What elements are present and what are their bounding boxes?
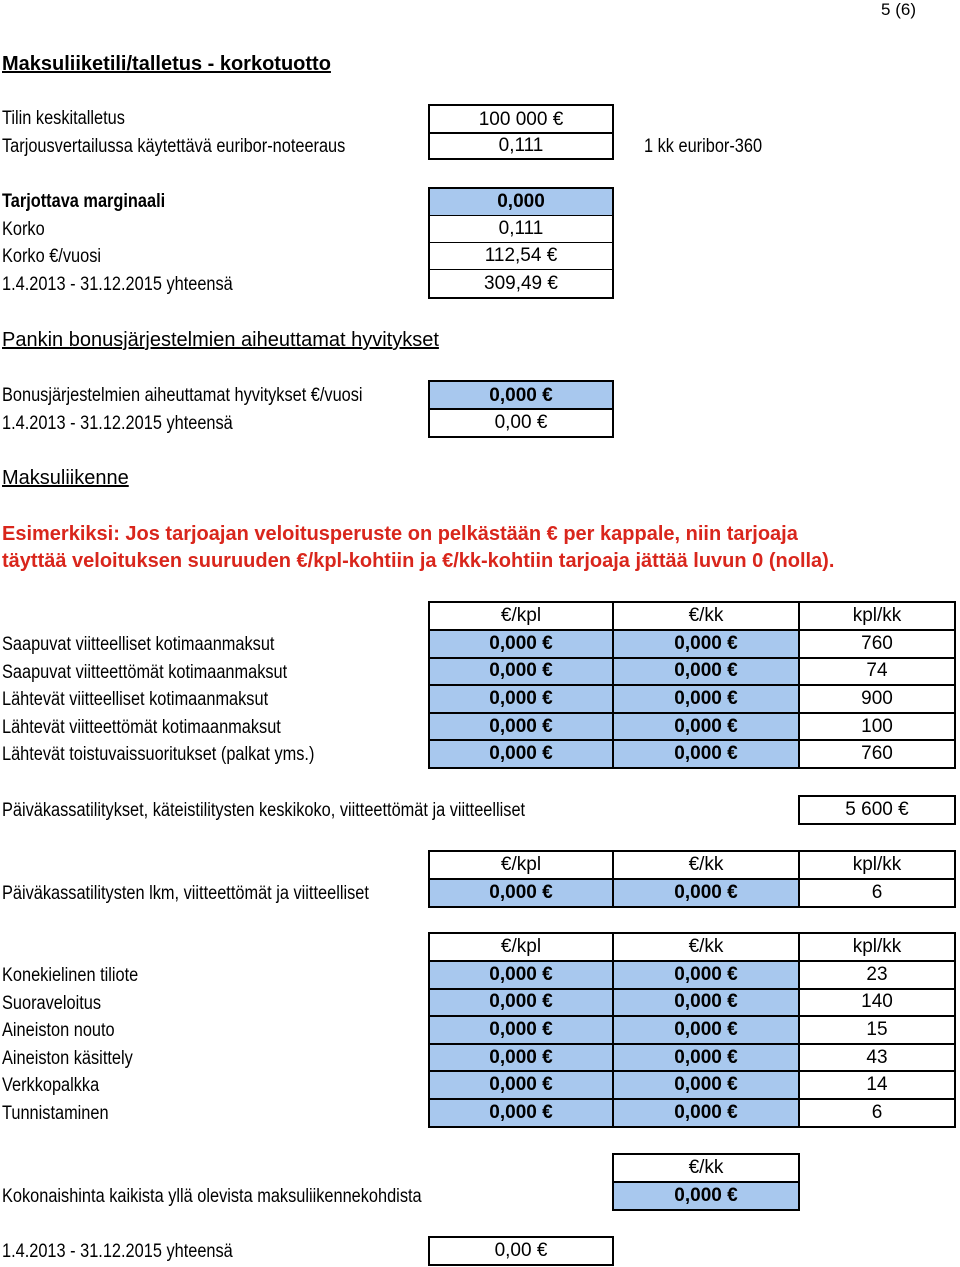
table-row-label: Aineiston käsittely <box>2 1047 133 1069</box>
table-cell-eur-kpl: 0,000 € <box>428 657 614 687</box>
count-row-count: 6 <box>798 878 956 908</box>
count-row-kpl: 0,000 € <box>428 878 614 908</box>
table-row-label: Aineiston nouto <box>2 1020 115 1042</box>
note-euribor: 1 kk euribor-360 <box>644 136 763 157</box>
value-yhteensa-1: 309,49 € <box>428 269 614 299</box>
table-cell-count: 74 <box>798 657 956 687</box>
row-label-bonus-vuosi: Bonusjärjestelmien aiheuttamat hyvitykset €/vuosi <box>2 385 363 406</box>
table-cell-count: 140 <box>798 988 956 1018</box>
value-marginaali: 0,000 <box>428 187 614 216</box>
table-cell-count: 760 <box>798 629 956 659</box>
avg-label: Päiväkassatilitykset, käteistilitysten keskikoko, viitteettömät ja viitteelliset <box>2 800 526 821</box>
table-cell-eur-kk: 0,000 € <box>612 629 800 659</box>
value-korko: 0,111 <box>428 215 614 243</box>
header2-kpl-kk: kpl/kk <box>798 850 956 880</box>
table-cell-eur-kk: 0,000 € <box>612 988 800 1018</box>
table-cell-count: 900 <box>798 684 956 714</box>
table-cell-eur-kk: 0,000 € <box>612 1043 800 1073</box>
table-cell-eur-kk: 0,000 € <box>612 739 800 769</box>
section-title-maksuliikenne: Maksuliikenne <box>2 467 129 489</box>
table-cell-eur-kk: 0,000 € <box>612 684 800 714</box>
table-row-label: Lähtevät viitteettömät kotimaanmaksut <box>2 716 281 738</box>
header3-kpl-kk: kpl/kk <box>798 932 956 962</box>
header-eur-kpl: €/kpl <box>428 601 614 631</box>
table-cell-count: 760 <box>798 739 956 769</box>
table-row-label: Tunnistaminen <box>2 1103 109 1124</box>
count-row-label: Päiväkassatilitysten lkm, viitteettömät ja viitteelliset <box>2 883 369 904</box>
row-label-yhteensa-2: 1.4.2013 - 31.12.2015 yhteensä <box>2 413 233 434</box>
table-cell-count: 15 <box>798 1015 956 1045</box>
avg-value: 5 600 € <box>798 795 956 825</box>
row-label-marginaali: Tarjottava marginaali <box>2 191 166 212</box>
table-cell-eur-kpl: 0,000 € <box>428 1043 614 1073</box>
table-cell-eur-kk: 0,000 € <box>612 1070 800 1100</box>
page-number: 5 (6) <box>881 0 916 19</box>
table-cell-eur-kpl: 0,000 € <box>428 960 614 990</box>
header3-eur-kpl: €/kpl <box>428 932 614 962</box>
row-label-keskitalletus: Tilin keskitalletus <box>2 108 125 129</box>
table-cell-count: 100 <box>798 712 956 742</box>
table-cell-eur-kpl: 0,000 € <box>428 1015 614 1045</box>
table-row-label: Konekielinen tiliote <box>2 965 139 986</box>
header-kpl-kk: kpl/kk <box>798 601 956 631</box>
count-row-kk: 0,000 € <box>612 878 800 908</box>
table-row-label: Saapuvat viitteelliset kotimaanmaksut <box>2 634 275 655</box>
value-yhteensa-2: 0,00 € <box>428 408 614 438</box>
value-keskitalletus: 100 000 € <box>428 104 614 134</box>
value-euribor: 0,111 <box>428 132 614 160</box>
table-cell-eur-kpl: 0,000 € <box>428 1098 614 1128</box>
table-cell-eur-kpl: 0,000 € <box>428 684 614 714</box>
value-korko-vuosi: 112,54 € <box>428 242 614 270</box>
period-label: 1.4.2013 - 31.12.2015 yhteensä <box>2 1241 233 1262</box>
table-row-label: Verkkopalkka <box>2 1075 100 1097</box>
example-note-line-1: Esimerkiksi: Jos tarjoajan veloitusperuste on pelkästään € per kappale, niin tarjoaja <box>2 523 798 545</box>
table-cell-eur-kk: 0,000 € <box>612 1098 800 1128</box>
row-label-korko-vuosi: Korko €/vuosi <box>2 246 102 267</box>
header3-eur-kk: €/kk <box>612 932 800 962</box>
header2-eur-kk: €/kk <box>612 850 800 880</box>
table-row-label: Saapuvat viitteettömät kotimaanmaksut <box>2 661 288 683</box>
total-value: 0,000 € <box>612 1181 800 1211</box>
value-bonus-vuosi: 0,000 € <box>428 380 614 410</box>
table-cell-eur-kk: 0,000 € <box>612 657 800 687</box>
total-header: €/kk <box>612 1153 800 1183</box>
row-label-yhteensa-1: 1.4.2013 - 31.12.2015 yhteensä <box>2 274 233 295</box>
row-label-korko: Korko <box>2 219 45 240</box>
table-row-label: Suoraveloitus <box>2 992 102 1014</box>
row-label-euribor: Tarjousvertailussa käytettävä euribor-noteeraus <box>2 136 346 157</box>
table-cell-count: 43 <box>798 1043 956 1073</box>
section-title-bonus: Pankin bonusjärjestelmien aiheuttamat hyvitykset <box>2 329 439 351</box>
table-cell-count: 23 <box>798 960 956 990</box>
table-cell-eur-kpl: 0,000 € <box>428 988 614 1018</box>
header-eur-kk: €/kk <box>612 601 800 631</box>
table-cell-eur-kpl: 0,000 € <box>428 739 614 769</box>
table-cell-eur-kpl: 0,000 € <box>428 712 614 742</box>
table-row-label: Lähtevät toistuvaissuoritukset (palkat yms.) <box>2 744 315 766</box>
table-cell-count: 6 <box>798 1098 956 1128</box>
table-row-label: Lähtevät viitteelliset kotimaanmaksut <box>2 689 269 711</box>
section-title-korkotuotto: Maksuliiketili/talletus - korkotuotto <box>2 53 331 75</box>
example-note-line-2: täyttää veloituksen suuruuden €/kpl-kohtiin ja €/kk-kohtiin tarjoaja jättää luvun 0 (nolla). <box>2 550 835 572</box>
table-cell-count: 14 <box>798 1070 956 1100</box>
total-label: Kokonaishinta kaikista yllä olevista maksuliikennekohdista <box>2 1186 422 1207</box>
table-cell-eur-kk: 0,000 € <box>612 1015 800 1045</box>
header2-eur-kpl: €/kpl <box>428 850 614 880</box>
table-cell-eur-kk: 0,000 € <box>612 960 800 990</box>
table-cell-eur-kpl: 0,000 € <box>428 629 614 659</box>
period-value: 0,00 € <box>428 1236 614 1266</box>
table-cell-eur-kk: 0,000 € <box>612 712 800 742</box>
table-cell-eur-kpl: 0,000 € <box>428 1070 614 1100</box>
